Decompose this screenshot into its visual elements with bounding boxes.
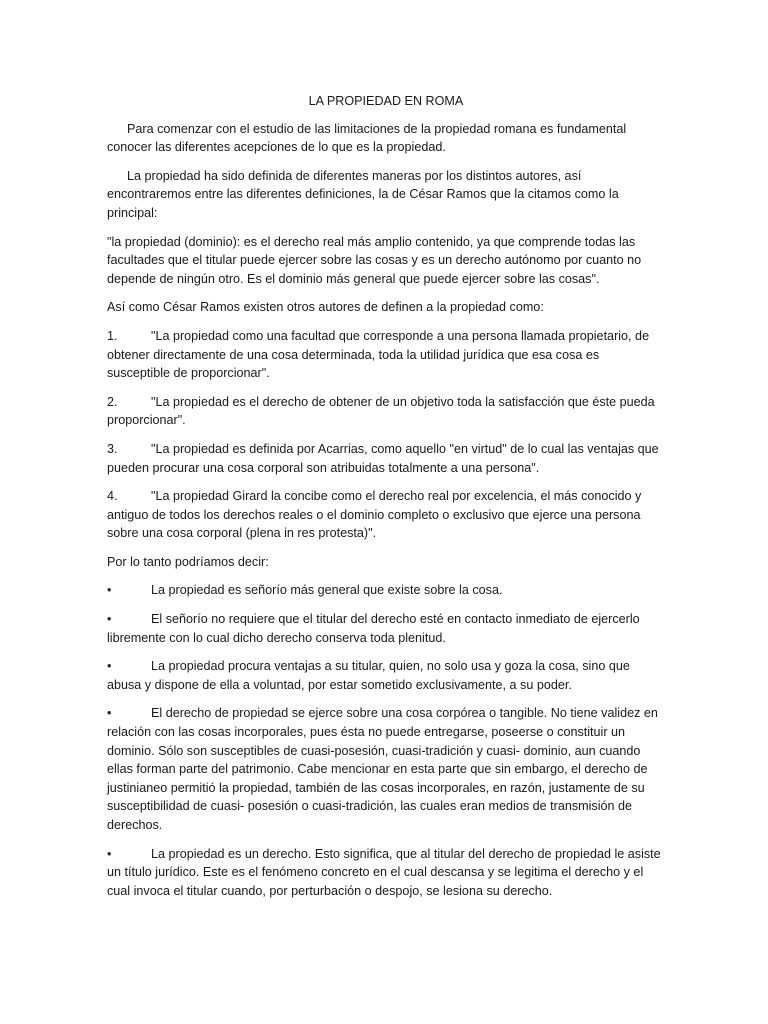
list-item bbox=[107, 440, 663, 477]
numbered-list bbox=[107, 327, 663, 543]
list-item bbox=[107, 393, 663, 430]
list-item-text: La propiedad es un derecho. Esto significa, que al titular del derecho de propiedad le asiste un título jurídico. Este es el fenómeno concreto en el cual descansa y se legitima el derecho y el cual invoca el titular cuando, por perturbación o despojo, se lesiona su derecho. bbox=[107, 846, 661, 898]
list-item bbox=[107, 610, 663, 647]
bullet-icon: • bbox=[107, 706, 112, 721]
list-item bbox=[107, 487, 663, 543]
list-item-text: "La propiedad como una facultad que corresponde a una persona llamada propietario, de obtener directamente de una cosa determinada, toda la utilidad jurídica que esa cosa es susceptible de proporcionar". bbox=[107, 328, 650, 381]
list-number: 2. bbox=[107, 394, 118, 409]
document-title: LA PROPIEDAD EN ROMA bbox=[308, 94, 464, 108]
list-item-text: La propiedad es señorío más general que existe sobre la cosa. bbox=[151, 583, 503, 598]
list-item bbox=[107, 657, 663, 694]
quote-paragraph: "la propiedad (dominio): es el derecho real más amplio contenido, ya que comprende todas las facultades que el titular puede ejercer sobre las cosas y es un derecho autónomo por cuanto no depende de ningún otro. Es el dominio más general que puede ejercer sobre las cosas". bbox=[107, 234, 642, 286]
list-item bbox=[107, 581, 663, 600]
bullet-list bbox=[107, 581, 663, 900]
document-page bbox=[107, 92, 663, 910]
bullet-icon: • bbox=[107, 846, 112, 861]
list-item-text: "La propiedad es el derecho de obtener de un objetivo toda la satisfacción que éste pueda proporcionar". bbox=[107, 394, 655, 428]
list-number: 1. bbox=[107, 328, 118, 343]
intro-paragraph-1: Para comenzar con el estudio de las limitaciones de la propiedad romana es fundamental conocer las diferentes acepciones de lo que es la propiedad. bbox=[107, 121, 627, 155]
list-item-text: El señorío no requiere que el titular del derecho esté en contacto inmediato de ejercerlo libremente con lo cual dicho derecho conserva toda plenitud. bbox=[107, 612, 640, 645]
list-item-text: El derecho de propiedad se ejerce sobre una cosa corpórea o tangible. No tiene validez en relación con las cosas incorporales, pues ésta no puede entregarse, poseerse o constituir un dominio. Sólo son susceptibles de cuasi-posesión, cuasi-tradición y cuasi- dominio, aun cuando ellas forman parte del patrimonio. Cabe mencionar en esta parte que sin embargo, el derecho de justinianeo permitió la propiedad, también de las cosas incorporales, en razón, justamente de su susceptibilidad de cuasi- posesión o cuasi-tradición, las cuales eran medios de transmisión de derechos. bbox=[107, 706, 658, 832]
intro-paragraph-2: La propiedad ha sido definida de diferentes maneras por los distintos autores, así encontraremos entre las diferentes definiciones, la de César Ramos que la citamos como la principal: bbox=[107, 168, 619, 220]
list-number: 3. bbox=[107, 441, 118, 456]
bullet-icon: • bbox=[107, 583, 112, 598]
list-item-text: La propiedad procura ventajas a su titular, quien, no solo usa y goza la cosa, sino que abusa y dispone de ella a voluntad, por estar sometido exclusivamente, a su poder. bbox=[107, 659, 630, 692]
list-item-text: "La propiedad Girard la concibe como el derecho real por excelencia, el más conocido y antiguo de todos los derechos reales o el dominio completo o exclusivo que ejerce una persona sobre una cosa corporal (plena in res protesta)". bbox=[107, 489, 642, 541]
bullet-icon: • bbox=[107, 612, 112, 627]
bullet-icon: • bbox=[107, 659, 112, 674]
list-item bbox=[107, 845, 663, 901]
conclusion-lead: Por lo tanto podríamos decir: bbox=[107, 554, 269, 569]
list-item bbox=[107, 704, 663, 834]
list-item-text: "La propiedad es definida por Acarrias, como aquello "en virtud" de lo cual las ventajas que pueden procurar una cosa corporal son atribuidas totalmente a una persona". bbox=[107, 441, 659, 475]
lead-in-paragraph: Así como César Ramos existen otros autores de definen a la propiedad como: bbox=[107, 300, 544, 315]
list-number: 4. bbox=[107, 489, 118, 504]
list-item bbox=[107, 327, 663, 383]
